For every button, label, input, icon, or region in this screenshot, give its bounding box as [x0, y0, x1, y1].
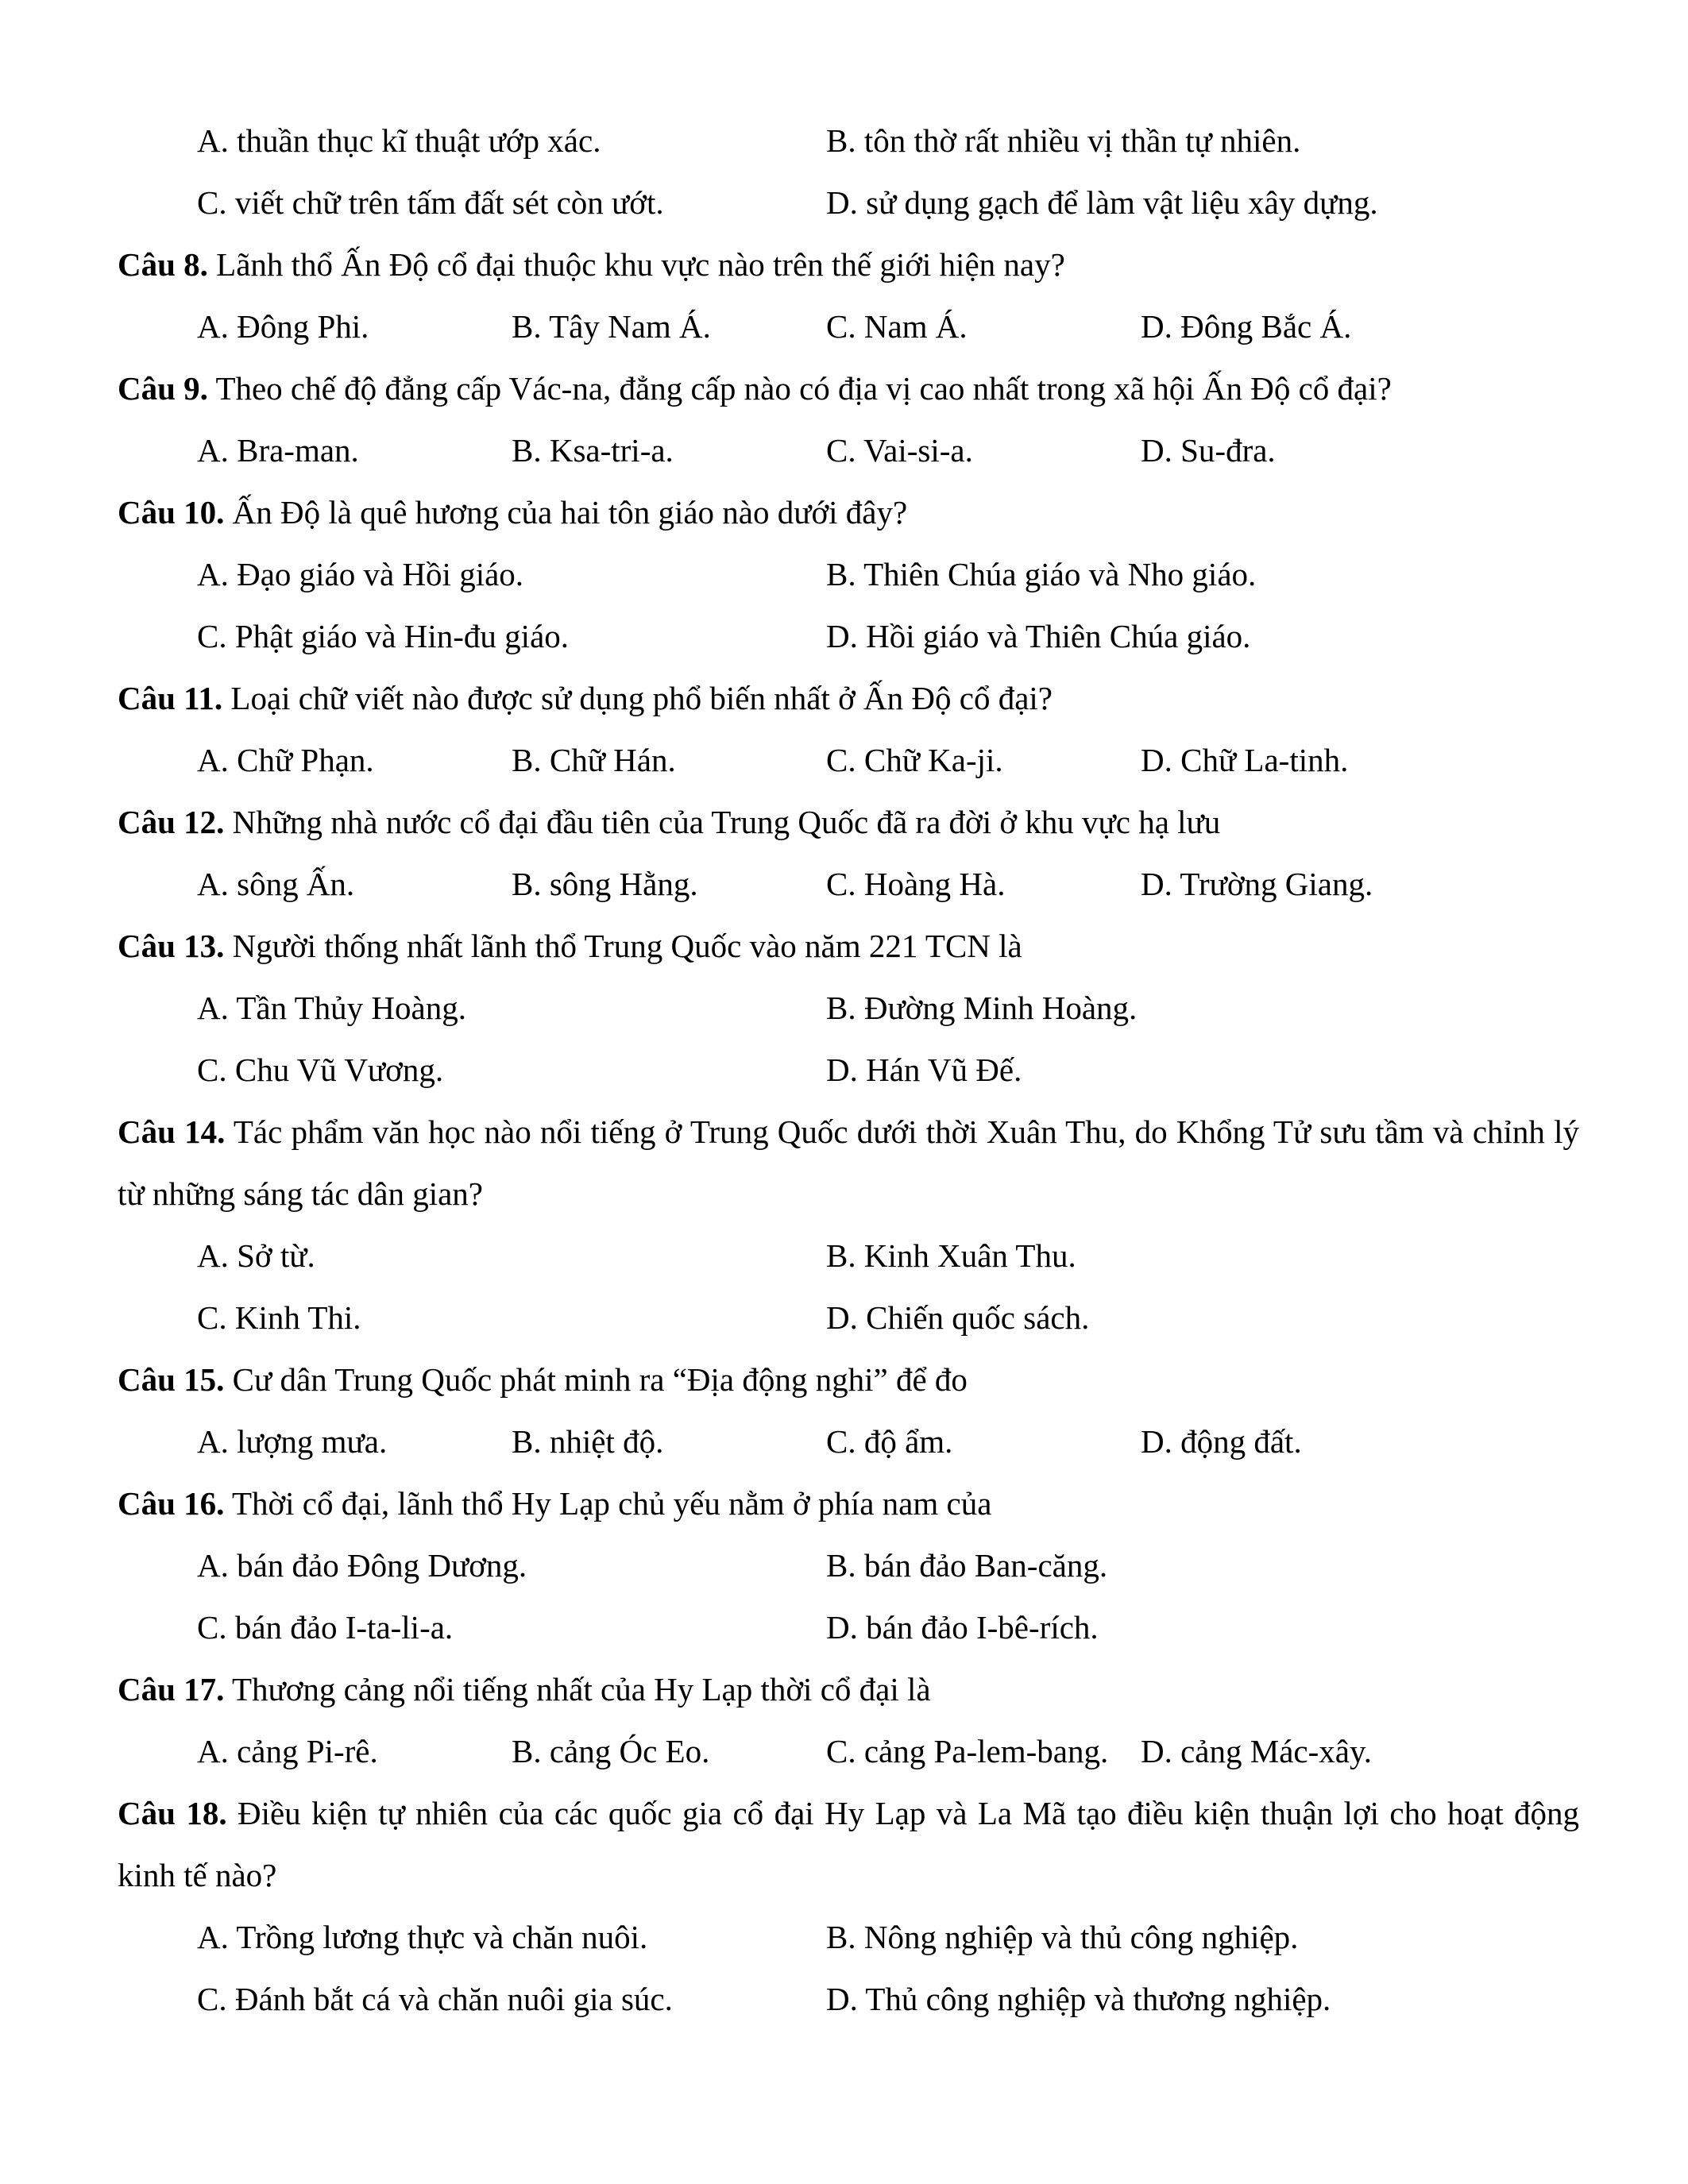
option-list [118, 419, 1579, 481]
question-text: Cư dân Trung Quốc phát minh ra “Địa động nghi” để đo [232, 1361, 968, 1398]
answer-option: D. Đông Bắc Á. [1141, 308, 1352, 345]
answer-option: A. lượng mưa. [197, 1423, 388, 1460]
question-block [118, 1658, 1579, 1782]
option-list [118, 1410, 1579, 1472]
answer-option: B. bán đảo Ban-căng. [826, 1547, 1108, 1584]
question-text: Thời cổ đại, lãnh thổ Hy Lạp chủ yếu nằm ở phía nam của [231, 1485, 992, 1522]
question-stem [118, 915, 1579, 977]
answer-option: C. viết chữ trên tấm đất sét còn ướt. [197, 184, 664, 221]
answer-option: C. Vai-si-a. [826, 432, 973, 469]
answer-option: D. Hồi giáo và Thiên Chúa giáo. [826, 618, 1251, 654]
answer-option: A. Chữ Phạn. [197, 742, 374, 778]
answer-option: C. độ ẩm. [826, 1423, 953, 1460]
option-list [118, 1906, 1579, 2030]
answer-option: A. Bra-man. [197, 432, 359, 469]
question-stem [118, 791, 1579, 853]
question-stem [118, 1101, 1579, 1225]
question-block [118, 1101, 1579, 1349]
question-text: Tác phẩm văn học nào nổi tiếng ở Trung Quốc dưới thời Xuân Thu, do Khổng Tử sưu tầm và chỉnh lý từ những sáng tác dân gian? [118, 1113, 1579, 1212]
answer-option: C. cảng Pa-lem-bang. [826, 1733, 1109, 1769]
answer-option: A. sông Ấn. [197, 866, 355, 902]
answer-option: C. bán đảo I-ta-li-a. [197, 1609, 454, 1646]
question-block [118, 481, 1579, 667]
question-stem [118, 1472, 1579, 1534]
answer-option: B. cảng Óc Eo. [512, 1733, 710, 1769]
question-stem [118, 357, 1579, 419]
question-text: Loại chữ viết nào được sử dụng phổ biến nhất ở Ấn Độ cổ đại? [230, 680, 1053, 716]
question-number: Câu 16. [118, 1485, 225, 1522]
question-stem [118, 1658, 1579, 1720]
option-list [118, 543, 1579, 667]
question-text: Điều kiện tự nhiên của các quốc gia cổ đại Hy Lạp và La Mã tạo điều kiện thuận lợi cho hoạt động kinh tế nào? [118, 1795, 1579, 1893]
answer-option: A. bán đảo Đông Dương. [197, 1547, 527, 1584]
option-list [118, 977, 1579, 1101]
answer-option: A. thuần thục kĩ thuật ướp xác. [197, 122, 601, 159]
answer-option: B. Kinh Xuân Thu. [826, 1237, 1076, 1274]
question-list [118, 233, 1579, 2030]
answer-option: D. cảng Mác-xây. [1141, 1733, 1373, 1769]
answer-option: C. Kinh Thi. [197, 1299, 361, 1336]
question-stem [118, 233, 1579, 295]
question-stem [118, 667, 1579, 729]
answer-option: D. động đất. [1141, 1423, 1302, 1460]
question-block [118, 1349, 1579, 1472]
answer-option: C. Hoàng Hà. [826, 866, 1006, 902]
answer-option: A. Trồng lương thực và chăn nuôi. [197, 1919, 648, 1955]
answer-option: B. tôn thờ rất nhiều vị thần tự nhiên. [826, 122, 1301, 159]
question-block [118, 1782, 1579, 2030]
answer-option: D. bán đảo I-bê-rích. [826, 1609, 1099, 1646]
answer-option: D. Thủ công nghiệp và thương nghiệp. [826, 1981, 1331, 2017]
question-block [118, 233, 1579, 357]
answer-option: C. Nam Á. [826, 308, 968, 345]
answer-option: D. Chiến quốc sách. [826, 1299, 1090, 1336]
question-number: Câu 13. [118, 928, 225, 964]
answer-option: B. Nông nghiệp và thủ công nghiệp. [826, 1919, 1299, 1955]
answer-option: A. Sở từ. [197, 1237, 315, 1274]
question-text: Lãnh thổ Ấn Độ cổ đại thuộc khu vực nào trên thế giới hiện nay? [216, 246, 1065, 283]
option-list [118, 295, 1579, 357]
question-block [118, 791, 1579, 915]
answer-option: B. Chữ Hán. [512, 742, 676, 778]
question-number: Câu 18. [118, 1795, 227, 1831]
option-list [118, 110, 1579, 233]
question-stem [118, 1782, 1579, 1906]
answer-option: D. sử dụng gạch để làm vật liệu xây dựng. [826, 184, 1378, 221]
question-text: Người thống nhất lãnh thổ Trung Quốc vào năm 221 TCN là [232, 928, 1022, 964]
option-list [118, 1720, 1579, 1782]
option-list [118, 1534, 1579, 1658]
answer-option: A. cảng Pi-rê. [197, 1733, 378, 1769]
answer-option: D. Chữ La-tinh. [1141, 742, 1349, 778]
question-stem [118, 481, 1579, 543]
answer-option: B. Thiên Chúa giáo và Nho giáo. [826, 556, 1257, 592]
option-list [118, 853, 1579, 915]
answer-option: D. Hán Vũ Đế. [826, 1051, 1022, 1088]
answer-option: B. nhiệt độ. [512, 1423, 664, 1460]
question-number: Câu 10. [118, 494, 225, 531]
question-block [118, 915, 1579, 1101]
question-number: Câu 14. [118, 1113, 226, 1150]
question-number: Câu 9. [118, 370, 208, 407]
question-block [118, 1472, 1579, 1658]
answer-option: C. Phật giáo và Hin-đu giáo. [197, 618, 570, 654]
question-text: Thương cảng nổi tiếng nhất của Hy Lạp thời cổ đại là [231, 1671, 931, 1707]
question-block [118, 667, 1579, 791]
answer-option: A. Tần Thủy Hoàng. [197, 990, 466, 1026]
answer-option: B. sông Hằng. [512, 866, 698, 902]
answer-option: A. Đạo giáo và Hồi giáo. [197, 556, 524, 592]
answer-option: B. Tây Nam Á. [512, 308, 711, 345]
question-block [118, 357, 1579, 481]
answer-option: B. Ksa-tri-a. [512, 432, 674, 469]
question-number: Câu 8. [118, 246, 208, 283]
question-stem [118, 1349, 1579, 1410]
option-list [118, 1225, 1579, 1349]
exam-content [118, 110, 1579, 2030]
answer-option: C. Chữ Ka-ji. [826, 742, 1003, 778]
answer-option: D. Trường Giang. [1141, 866, 1373, 902]
question-text: Theo chế độ đẳng cấp Vác-na, đẳng cấp nào có địa vị cao nhất trong xã hội Ấn Độ cổ đại? [215, 370, 1392, 407]
question-text: Những nhà nước cổ đại đầu tiên của Trung Quốc đã ra đời ở khu vực hạ lưu [232, 804, 1221, 840]
question-number: Câu 17. [118, 1671, 225, 1707]
answer-option: D. Su-đra. [1141, 432, 1276, 469]
question-number: Câu 12. [118, 804, 225, 840]
option-list [118, 729, 1579, 791]
continuation-block [118, 110, 1579, 233]
answer-option: C. Đánh bắt cá và chăn nuôi gia súc. [197, 1981, 673, 2017]
question-text: Ấn Độ là quê hương của hai tôn giáo nào dưới đây? [232, 494, 908, 531]
question-number: Câu 15. [118, 1361, 225, 1398]
answer-option: A. Đông Phi. [197, 308, 369, 345]
question-number: Câu 11. [118, 680, 223, 716]
answer-option: B. Đường Minh Hoàng. [826, 990, 1138, 1026]
answer-option: C. Chu Vũ Vương. [197, 1051, 444, 1088]
